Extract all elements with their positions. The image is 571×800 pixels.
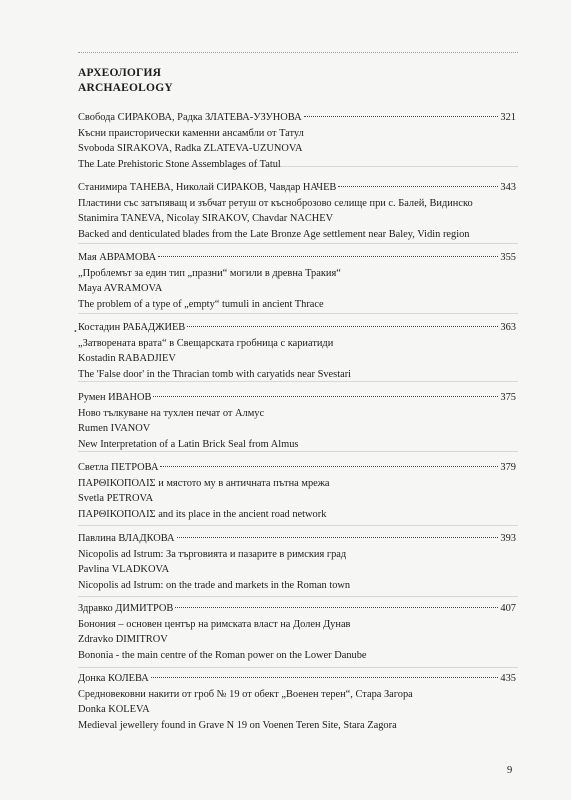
title-en: Bononia - the main centre of the Roman power on the Lower Danube (78, 649, 367, 661)
title-en: The 'False door' in the Thracian tomb with caryatids near Svestari (78, 368, 352, 380)
title-en: Nicopolis ad Istrum: on the trade and markets in the Roman town (78, 579, 351, 591)
toc-entry[interactable] (78, 320, 516, 382)
section-title-bg: АРХЕОЛОГИЯ (78, 67, 162, 79)
page-number: 363 (500, 322, 516, 333)
title-bg: Късни праисторически каменни ансамбли от Татул (78, 127, 304, 139)
author-bg: Румен ИВАНОВ (78, 392, 152, 403)
dot-leader (175, 607, 498, 608)
edge-mark: • (74, 327, 77, 336)
author-en: Donka KOLEVA (78, 704, 150, 715)
page-number: 407 (500, 603, 516, 614)
entry-head (78, 531, 516, 547)
dot-leader (177, 537, 499, 538)
author-bg: Мая АВРАМОВА (78, 252, 157, 263)
author-en: Svoboda SIRAKOVA, Radka ZLATEVA-UZUNOVA (78, 143, 303, 154)
toc-entry[interactable] (78, 460, 516, 522)
title-bg: Средновековни накити от гроб № 19 от обект „Военен терен“, Стара Загора (78, 688, 413, 700)
dot-leader (158, 256, 498, 257)
title-en: ΠΑΡΘΙΚΟΠΟΛΙΣ and its place in the ancient road network (78, 508, 327, 520)
author-en: Svetla PETROVA (78, 493, 154, 504)
entry-head (78, 460, 516, 476)
toc-entry[interactable] (78, 671, 516, 733)
author-bg: Павлина ВЛАДКОВА (78, 533, 175, 544)
separator (78, 313, 518, 314)
toc-entry[interactable] (78, 250, 516, 312)
page-number: 355 (500, 252, 516, 263)
title-bg: „Проблемът за един тип „празни“ могили в древна Тракия“ (78, 267, 341, 279)
page-number: 393 (500, 533, 516, 544)
entry-head (78, 390, 516, 406)
title-bg: Ново тълкуване на тухлен печат от Алмус (78, 407, 265, 419)
toc-entry[interactable] (78, 110, 516, 172)
section-title-en: ARCHAEOLOGY (78, 82, 173, 94)
title-bg: Пластини със затъпяващ и зъбчат ретуш от късноброзово селище при с. Балей, Видинско (78, 197, 473, 209)
author-bg: Здравко ДИМИТРОВ (78, 603, 174, 614)
author-en: Pavlina VLADKOVA (78, 564, 170, 575)
dot-leader (160, 466, 498, 467)
entry-head (78, 110, 516, 126)
title-en: The problem of a type of „empty“ tumuli in ancient Thrace (78, 298, 324, 310)
page-number: 343 (500, 182, 516, 193)
page-number: 379 (500, 462, 516, 473)
title-bg: Бонония – основен център на римската власт на Долен Дунав (78, 618, 351, 630)
entry-head (78, 601, 516, 617)
separator (78, 243, 518, 244)
page-number: 375 (500, 392, 516, 403)
title-bg: Nicopolis ad Istrum: За търговията и пазарите в римския град (78, 548, 347, 560)
footer-page-number: 9 (507, 765, 513, 776)
dot-leader (304, 116, 499, 117)
entry-head (78, 250, 516, 266)
dot-leader (187, 326, 498, 327)
author-en: Kostadin RABADJIEV (78, 353, 176, 364)
section-heading (78, 66, 173, 96)
top-rule (78, 52, 518, 53)
toc-entry[interactable] (78, 601, 516, 663)
separator (78, 596, 518, 597)
dot-leader (338, 186, 498, 187)
toc-entry[interactable] (78, 390, 516, 452)
author-bg: Костадин РАБАДЖИЕВ (78, 322, 186, 333)
author-en: Zdravko DIMITROV (78, 634, 168, 645)
author-bg: Светла ПЕТРОВА (78, 462, 159, 473)
title-bg: ΠΑΡΘΙΚΟΠΟΛΙΣ и мястото му в античната пътна мрежа (78, 477, 330, 489)
page-number: 435 (500, 673, 516, 684)
toc-entry[interactable] (78, 531, 516, 593)
author-bg: Донка КОЛЕВА (78, 673, 149, 684)
title-en: Medieval jewellery found in Grave N 19 on Voenen Teren Site, Stara Zagora (78, 719, 397, 731)
author-en: Maya AVRAMOVA (78, 283, 163, 294)
author-bg: Станимира ТАНЕВА, Николай СИРАКОВ, Чавдар НАЧЕВ (78, 182, 337, 193)
toc-entry[interactable] (78, 180, 516, 242)
dot-leader (151, 677, 499, 678)
title-en: Backed and denticulated blades from the Late Bronze Age settlement near Baley, Vidin region (78, 228, 470, 240)
title-en: New Interpretation of a Latin Brick Seal from Almus (78, 438, 299, 450)
entry-head (78, 180, 516, 196)
author-en: Stanimira TANEVA, Nicolay SIRAKOV, Chavdar NACHEV (78, 213, 334, 224)
separator (78, 525, 518, 526)
page-number: 321 (500, 112, 516, 123)
separator (78, 667, 518, 668)
title-en: The Late Prehistoric Stone Assemblages of Tatul (78, 158, 281, 170)
dot-leader (153, 396, 498, 397)
author-en: Rumen IVANOV (78, 423, 151, 434)
title-bg: „Затворената врата“ в Свещарската гробница с кариатиди (78, 337, 334, 349)
entry-head (78, 671, 516, 687)
author-bg: Свобода СИРАКОВА, Радка ЗЛАТЕВА-УЗУНОВА (78, 112, 302, 123)
entry-head (78, 320, 516, 336)
